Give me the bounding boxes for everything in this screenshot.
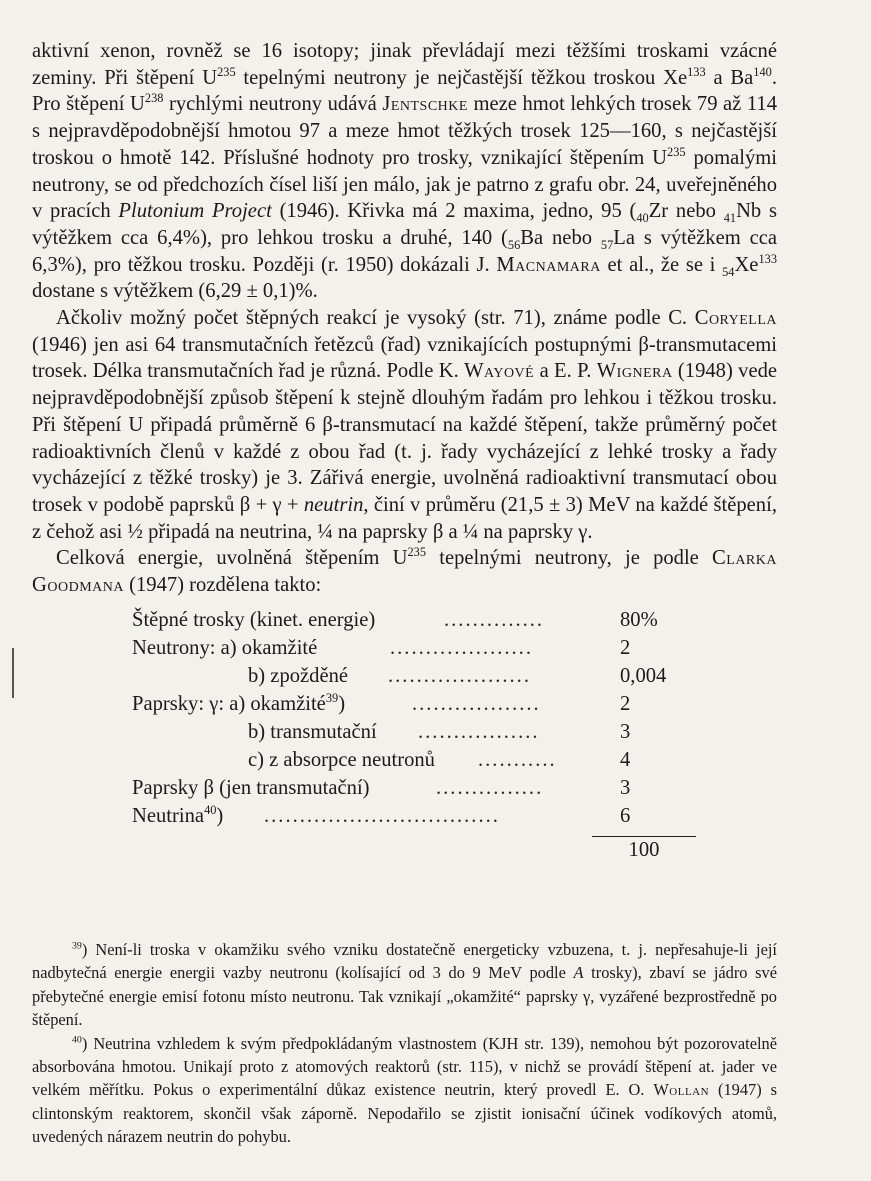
main-text — [32, 38, 777, 599]
footnote-40: $^{40}$) Neutrina vzhledem k svým předpokládaným vlastnostem (KJH str. 139), nemohou být pozorovatelně absorbována hmotou. Unikají proto z atomových reaktorů (str. 115), v nichž se provádí štěpení at. jader ve velkém měřítku. Pokus o experimentální důkaz existence neutrin, který provedl E. O. Wollan (1947) s clintonským reaktorem, skončil však záporně. Nepodařilo se zjistit ionisační účinek vodíkových atomů, uvedených nárazem neutrin do pohybu. — [32, 1033, 777, 1147]
page-body — [32, 38, 778, 861]
sum-line — [592, 836, 696, 837]
table-row: Neutrina$^{40}$) ................................. 6 — [132, 802, 631, 827]
table-row: Štěpné trosky (kinet. energie) .............. 80% — [132, 608, 658, 631]
table-row: Paprsky: γ: a) okamžité$^{39}$) .................. 2 — [132, 690, 631, 715]
paragraph-1: aktivní xenon, rovněž se 16 isotopy; jinak převládají mezi těžšími troskami vzácné zeminy. Při štěpení $U^{235}$ tepelnými neutrony je nejčastější těžkou troskou Xe$^{133}$ a Ba$^{140}$. Pro štěpení $U^{238}$ rychlými neutrony udává Jentschke meze hmot lehkých trosek 79 až 114 s nejpravděpodobnější hmotou 97 a meze hmot těžkých trosek 125—160, s nejčastější troskou o hmotě 142. Příslušné hodnoty pro trosky, vznikající štěpením $U^{235}$ pomalými neutrony, se od předchozích čísel liší jen málo, jak je patrno z grafu obr. 24, uveřejněného v pracích Plutonium Project (1946). Křivka má 2 maxima, jedno, 95 ($_{40}Zr$ nebo $_{41}$Nb s výtěžkem cca 6,4%), pro lehkou trosku a druhé, 140 ($_{56}Ba$ nebo $_{57}$La s výtěžkem cca 6,3%), pro těžkou trosku. Později (r. 1950) dokázali J. Macnamara et al., že se i $_{54}Xe^{133}$ dostane s výtěžkem (6,29 ± 0,1)%. — [32, 40, 777, 303]
energy-distribution-table — [32, 608, 777, 861]
table-row: Paprsky β (jen transmutační) ............... 3 — [132, 776, 631, 799]
table-total: 100 — [628, 838, 660, 861]
margin-mark — [12, 648, 14, 698]
table-row: Neutrony: a) okamžité .................... 2 — [132, 636, 631, 659]
table-row: c) z absorpce neutronů ........... 4 — [248, 748, 631, 771]
paragraph-3: Celková energie, uvolněná štěpením $U^{235}$ tepelnými neutrony, je podle Clarka Goodmana (1947) rozdělena takto: — [32, 545, 777, 597]
footnote-39: $^{39}$) Není-li troska v okamžiku svého vzniku dostatečně energeticky vzbuzena, t. j. nepřesahuje-li její nadbytečná energie energii vazby neutronu (kolísající od 3 do 9 MeV podle A trosky), zbaví se jádro své přebytečné energie emisí fotonu místo neutronu. Tak vznikají „okamžité“ paprsky γ, vyzářené bezprostředně po štěpení. — [32, 940, 777, 1030]
footnotes — [32, 938, 777, 1149]
paragraph-2: Ačkoliv možný počet štěpných reakcí je vysoký (str. 71), známe podle C. Coryella (1946) jen asi 64 transmutačních řetězců (řad) vznikajících postupnými β-transmutacemi trosek. Délka transmutačních řad je různá. Podle K. Wayové a E. P. Wignera (1948) vede nejpravděpodobnější způsob štěpení k stejně dlouhým řadám pro lehkou i těžkou trosku. Při štěpení U připadá průměrně 6 β-transmutací na každé štěpení, takže průměrný počet radioaktivních členů v každé z obou řad (t. j. řady vycházející z lehké trosky a řady vycházející z těžké trosky) je 3. Zářivá energie, uvolněná radioaktivní transmutací obou trosek v podobě paprsků β + γ + neutrin, činí v průměru (21,5 ± 3) MeV na každé štěpení, z čehož asi ½ připadá na neutrina, ¼ na paprsky β a ¼ na paprsky γ. — [32, 307, 778, 543]
table-row: b) transmutační ................. 3 — [248, 720, 631, 743]
table-row: b) zpožděné .................... 0,004 — [248, 664, 667, 687]
